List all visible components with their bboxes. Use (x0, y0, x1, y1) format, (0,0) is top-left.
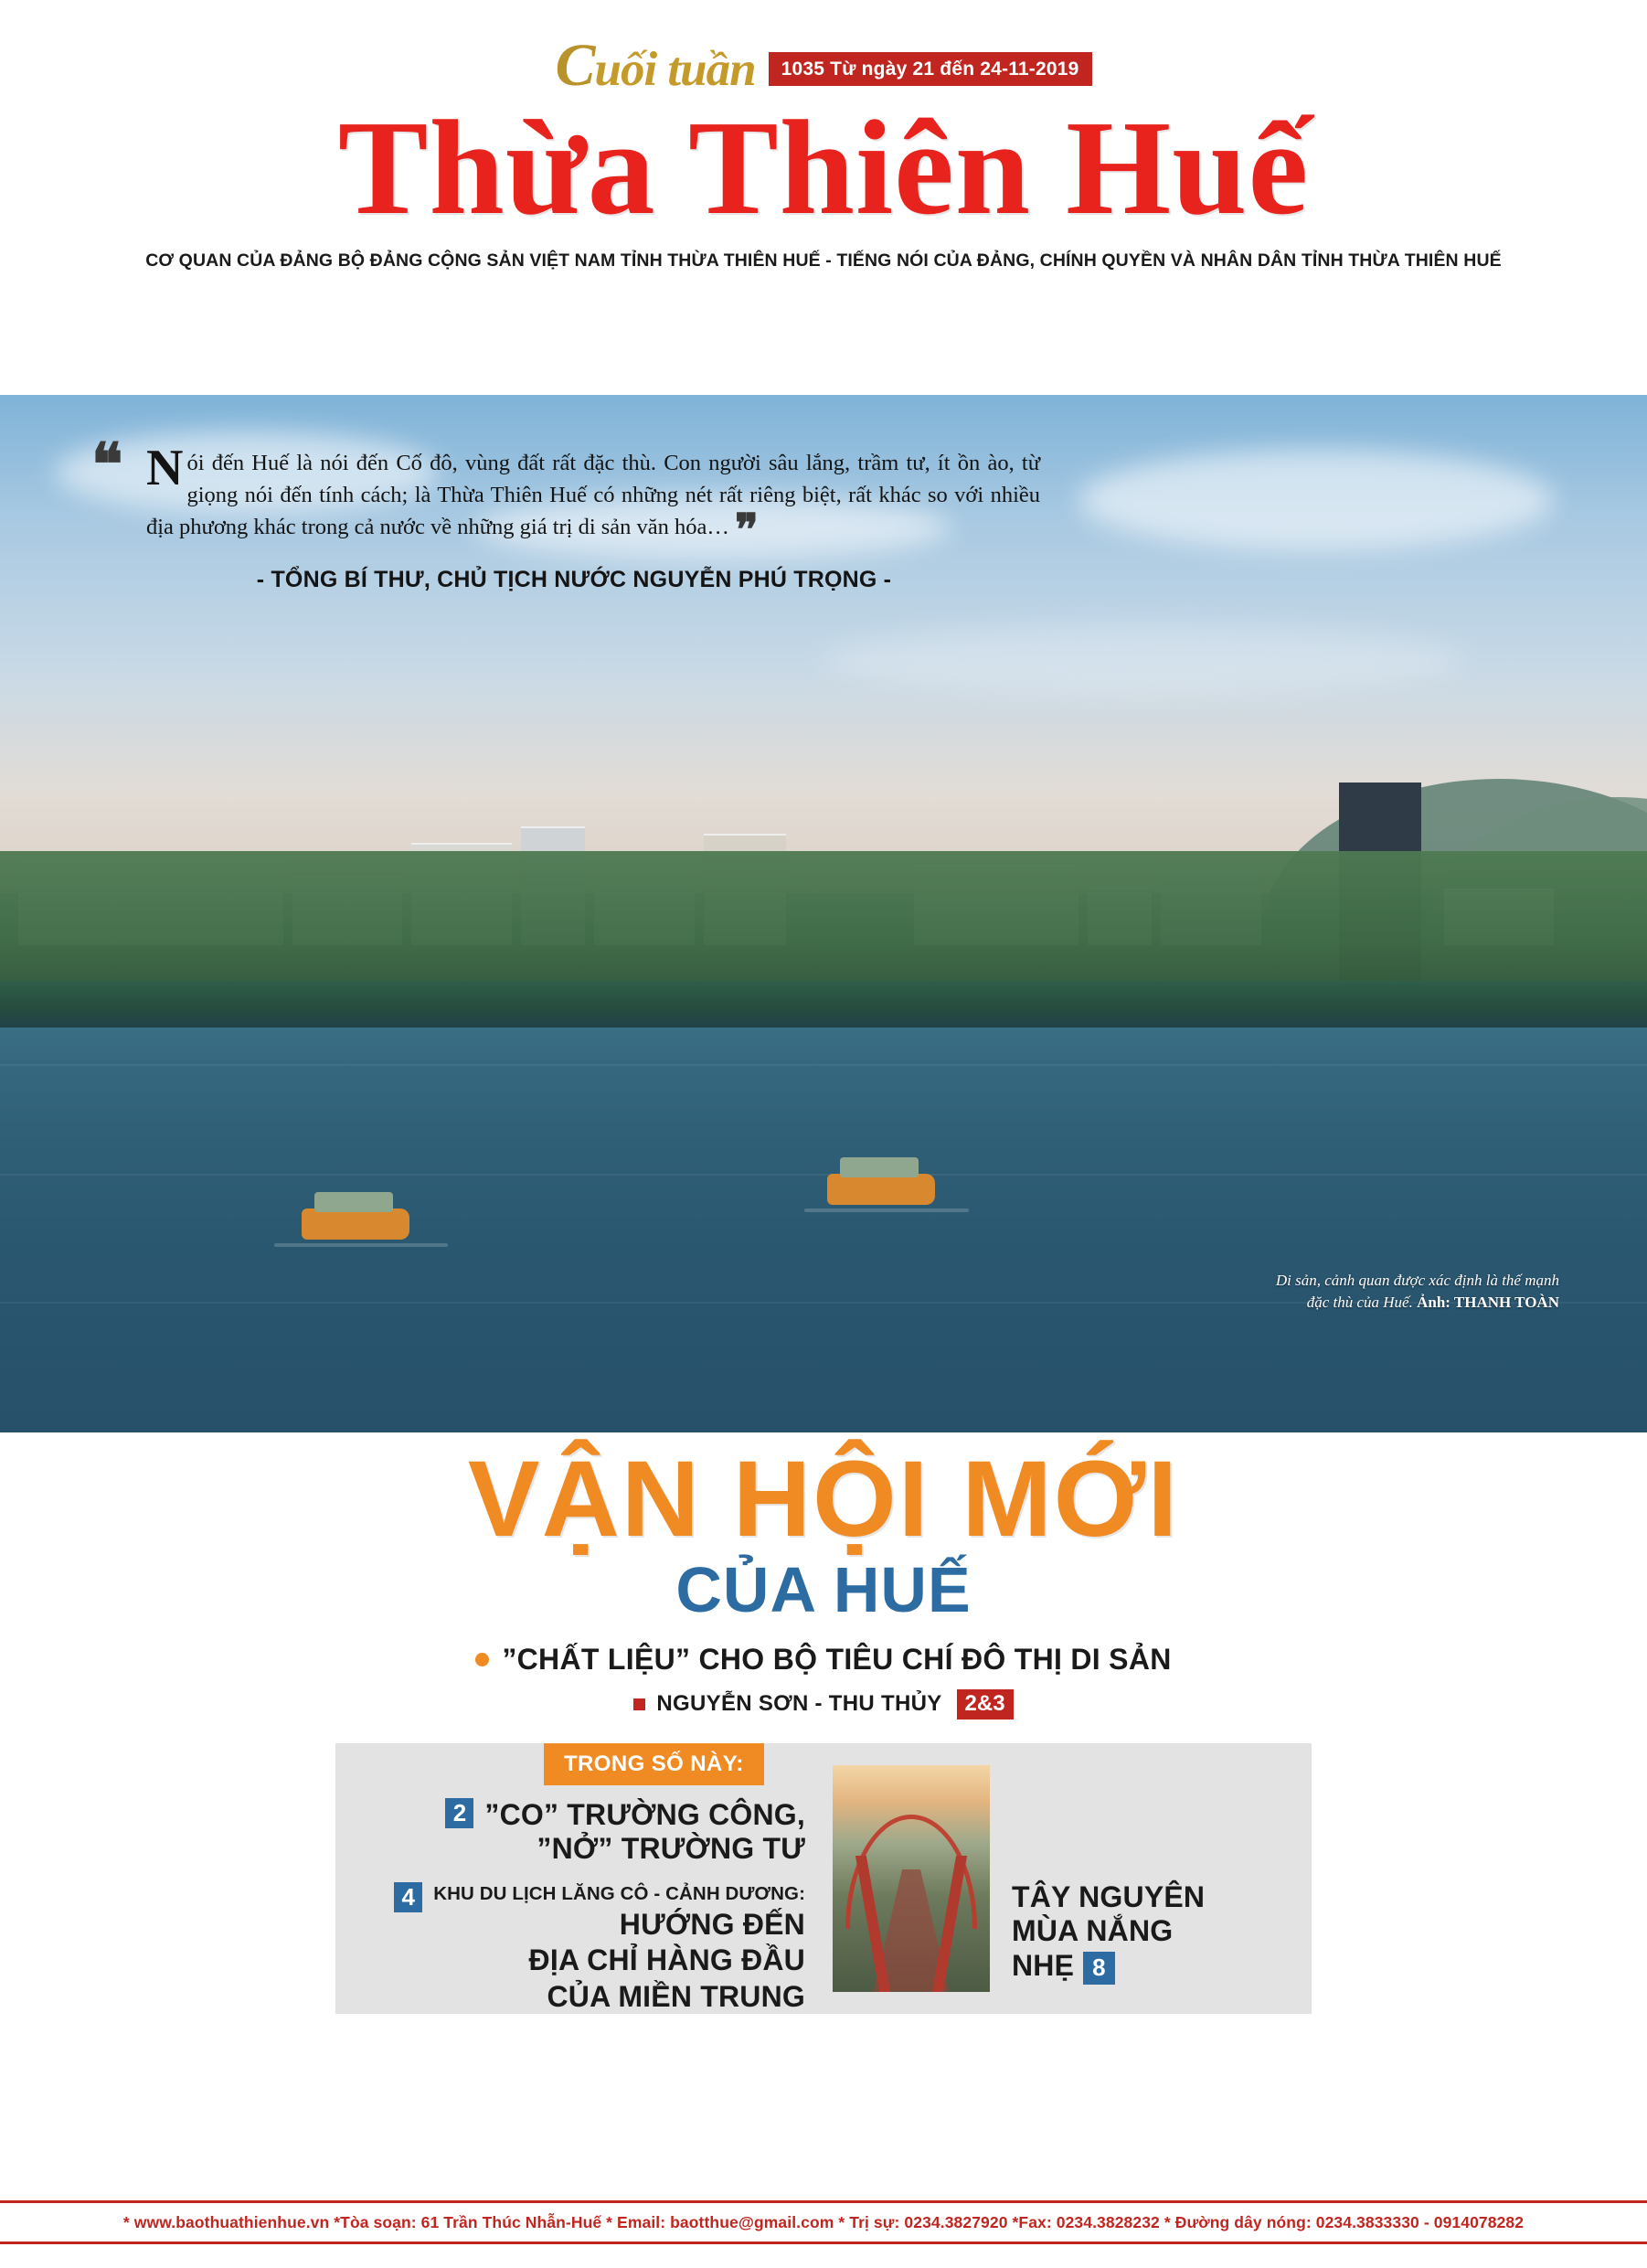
byline-text: NGUYỄN SƠN - THU THỦY (656, 1691, 942, 1716)
pull-quote (91, 432, 1040, 593)
list-item-title-line3: CỦA MIỀN TRUNG (547, 1979, 805, 2013)
bullet-square-icon (633, 1698, 645, 1710)
river-bank (0, 981, 1647, 1028)
quote-close-icon: ❞ (734, 506, 759, 555)
byline-row (0, 1689, 1647, 1720)
list-item-title (433, 1882, 805, 2014)
page-number-badge[interactable]: 8 (1083, 1952, 1115, 1985)
weekend-label (555, 32, 756, 99)
page-number-badge[interactable]: 2 (445, 1798, 473, 1828)
list-item-title-line2: ĐỊA CHỈ HÀNG ĐẦU (528, 1943, 805, 1977)
bridge-photo (833, 1765, 990, 1992)
weekend-label-rest: uối tuần (594, 43, 756, 96)
issue-date-badge: 1035 Từ ngày 21 đến 24-11-2019 (769, 52, 1092, 86)
in-this-issue-box (335, 1743, 1312, 2014)
water-ripple (0, 1174, 1647, 1176)
quote-text (108, 440, 1040, 555)
sub-headline: CỦA HUẾ (675, 1554, 972, 1625)
quote-open-icon: ❝ (91, 432, 123, 497)
photo-caption (1276, 1270, 1559, 1314)
river-water (0, 1028, 1647, 1432)
photo-caption-line1: Di sản, cảnh quan được xác định là thế mạnh (1275, 1272, 1559, 1290)
cloud-shape (823, 623, 1462, 697)
boat (302, 1209, 409, 1240)
list-item[interactable] (357, 1798, 805, 1866)
page-reference-badge[interactable]: 2&3 (957, 1689, 1014, 1720)
in-this-issue-label: TRONG SỐ NÀY: (544, 1743, 764, 1785)
hero-photo (0, 395, 1647, 1432)
quote-body: ói đến Huế là nói đến Cố đô, vùng đất rất đặc thù. Con người sâu lắng, trầm tư, ít ồn ào, từ giọng nói đến tính cách; là Thừa Thiên Huế có những nét rất riêng biệt, rất khác so với nhiều địa phương khác trong cả nước về những giá trị di sản văn hóa… (146, 451, 1040, 539)
water-ripple (0, 1064, 1647, 1066)
list-item-title-line2: MÙA NẮNG (1012, 1914, 1174, 1948)
page-number-badge[interactable]: 4 (394, 1882, 422, 1912)
boat (827, 1174, 935, 1205)
weekend-label-capital: C (555, 32, 595, 99)
photo-credit-name: Ảnh: THANH TOÀN (1412, 1294, 1559, 1312)
list-item-title-line1: TÂY NGUYÊN (1012, 1879, 1206, 1913)
list-item-title-line1: HƯỚNG ĐẾN (619, 1908, 805, 1942)
main-headline: VẬN HỘI MỚI (467, 1439, 1180, 1560)
list-item[interactable] (357, 1882, 805, 2014)
tree-band (0, 851, 1647, 996)
quote-dropcap: N (146, 440, 184, 496)
kicker-text: ”CHẤT LIỆU” CHO BỘ TIÊU CHÍ ĐÔ THỊ DI SẢN (502, 1642, 1172, 1676)
list-item-kicker: KHU DU LỊCH LĂNG CÔ - CẢNH DƯƠNG: (433, 1882, 805, 1904)
footer-text: * www.baothuathienhue.vn *Tòa soạn: 61 Trần Thúc Nhẫn-Huế * Email: baotthue@gmail.com * Trị sự: 0234.3827920 *Fax: 0234.3828232 * Đường dây nóng: 0234.3833330 - 0914078282 (122, 2212, 1525, 2231)
footer-contact-bar (0, 2200, 1647, 2244)
list-item-title-line3: NHẸ 8 (1012, 1949, 1286, 1985)
boat-wake (804, 1209, 969, 1212)
headline-zone (0, 1432, 1647, 1720)
page-title: Thừa Thiên Huế (337, 93, 1310, 243)
in-this-issue-right-column[interactable] (1012, 1880, 1286, 1985)
boat-wake (274, 1243, 448, 1247)
in-this-issue-left-column (357, 1798, 805, 2014)
list-item-title: ”CO” TRƯỜNG CÔNG, ”NỞ” TRƯỜNG TƯ (484, 1797, 805, 1865)
kicker-row (0, 1643, 1647, 1677)
cloud-shape (1079, 450, 1554, 550)
bullet-dot-icon (475, 1653, 489, 1666)
masthead-subtitle: CƠ QUAN CỦA ĐẢNG BỘ ĐẢNG CỘNG SẢN VIỆT NAM TỈNH THỪA THIÊN HUẾ - TIẾNG NÓI CỦA ĐẢNG, CHÍNH QUYỀN VÀ NHÂN DÂN TỈNH THỪA THIÊN HUẾ (145, 250, 1502, 271)
quote-attribution: - TỔNG BÍ THƯ, CHỦ TỊCH NƯỚC NGUYỄN PHÚ TRỌNG - (256, 567, 892, 593)
masthead (0, 0, 1647, 395)
masthead-top-row (0, 32, 1647, 99)
photo-caption-line2: đặc thù của Huế. Ảnh: THANH TOÀN (1306, 1294, 1559, 1312)
